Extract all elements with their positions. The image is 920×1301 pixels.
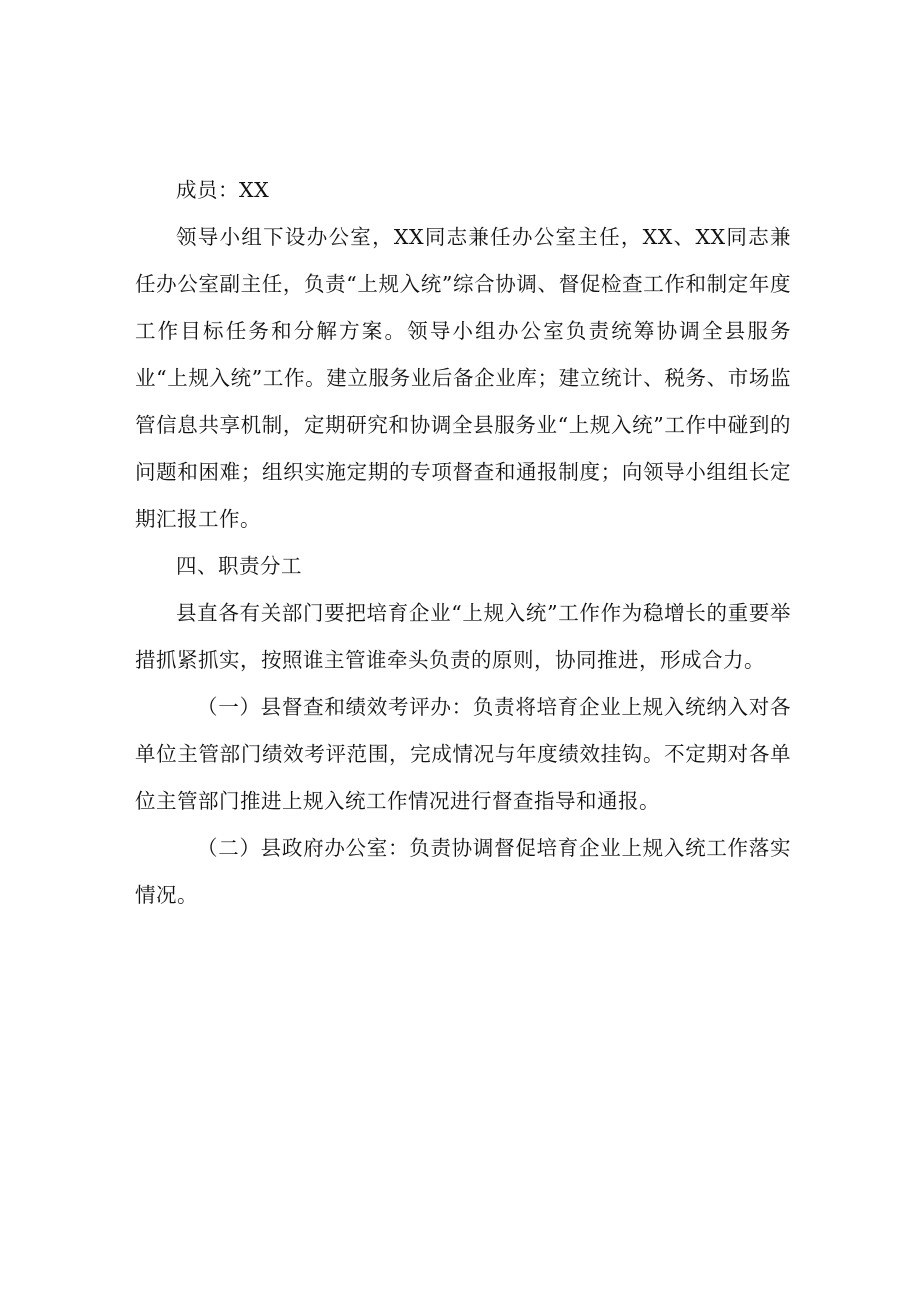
document-page: [135, 167, 791, 919]
item-two-paragraph: （二）县政府办公室：负责协调督促培育企业上规入统工作落实情况。: [135, 836, 791, 907]
item-one-paragraph: （一）县督查和绩效考评办：负责将培育企业上规入统纳入对各单位主管部门绩效考评范围，完成情况与年度绩效挂钩。不定期对各单位主管部门推进上规入统工作情况进行督查指导和通报。: [135, 695, 791, 813]
section-intro-paragraph: 县直各有关部门要把培育企业“上规入统”工作作为稳增长的重要举措抓紧抓实，按照谁主管谁牵头负责的原则，协同推进，形成合力。: [135, 601, 791, 672]
office-paragraph: 领导小组下设办公室，XX同志兼任办公室主任，XX、XX同志兼任办公室副主任，负责“上规入统”综合协调、督促检查工作和制定年度工作目标任务和分解方案。领导小组办公室负责统筹协调全县服务业“上规入统”工作。建立服务业后备企业库；建立统计、税务、市场监管信息共享机制，定期研究和协调全县服务业“上规入统”工作中碰到的问题和困难；组织实施定期的专项督查和通报制度；向领导小组组长定期汇报工作。: [135, 225, 791, 531]
members-paragraph: 成员：XX: [176, 178, 270, 202]
section-heading: 四、职责分工: [176, 554, 302, 578]
